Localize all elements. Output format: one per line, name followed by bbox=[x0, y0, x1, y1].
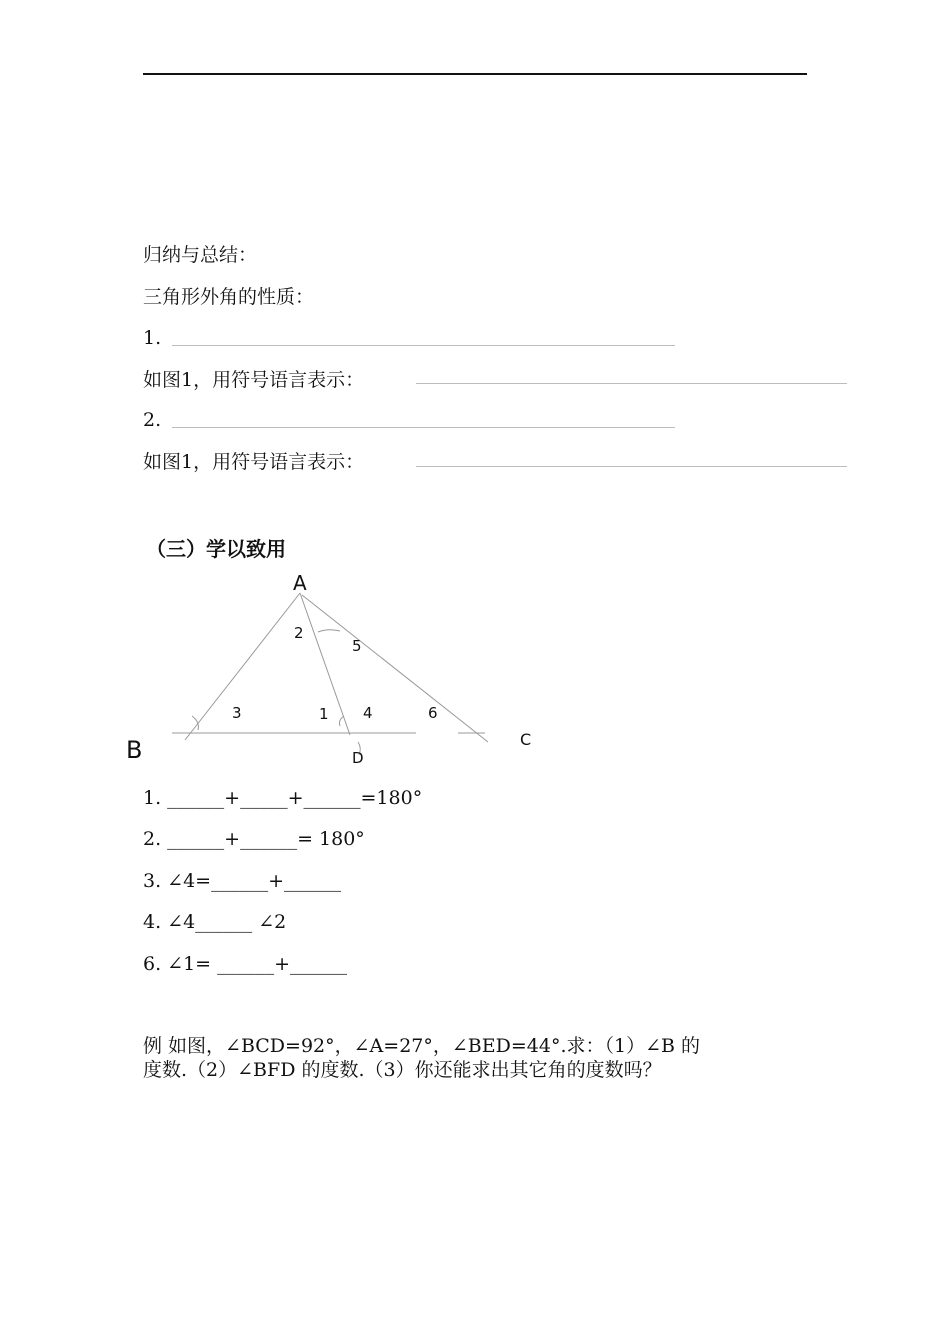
section3-title: （三）学以致用 bbox=[146, 537, 286, 561]
angle-5-label: 5 bbox=[352, 637, 362, 655]
angle-2-label: 2 bbox=[294, 624, 304, 642]
item2-symbolic-prompt: 如图1，用符号语言表示： bbox=[143, 451, 365, 473]
side-AB bbox=[185, 593, 300, 740]
exercise-4[interactable]: 4. ∠4______ ∠2 bbox=[143, 911, 287, 933]
vertex-A-label: A bbox=[293, 571, 307, 595]
vertex-C-label: C bbox=[520, 730, 532, 749]
angle-4-label: 4 bbox=[363, 704, 373, 722]
example-line-2: 度数.（2）∠BFD 的度数.（3）你还能求出其它角的度数吗？ bbox=[143, 1059, 662, 1081]
angle-3-label: 3 bbox=[232, 704, 242, 722]
angle-arc-3 bbox=[192, 716, 198, 730]
exercise-6[interactable]: 6. ∠1= ______+______ bbox=[143, 953, 348, 975]
example-line-1: 例 如图，∠BCD=92°，∠A=27°，∠BED=44°.求：（1）∠B 的 bbox=[143, 1035, 701, 1057]
side-AC bbox=[302, 595, 488, 742]
angle-arc-5 bbox=[318, 630, 340, 632]
vertex-D-label: D bbox=[352, 749, 364, 767]
angle-6-label: 6 bbox=[428, 704, 438, 722]
exercise-1[interactable]: 1. ______+_____+______=180° bbox=[143, 787, 423, 809]
exercise-2[interactable]: 2. ______+______= 180° bbox=[143, 828, 365, 850]
vertex-B-label: B bbox=[126, 736, 143, 764]
property-title: 三角形外角的性质： bbox=[143, 286, 315, 308]
item2-number: 2. bbox=[143, 409, 162, 431]
exercise-3[interactable]: 3. ∠4=______+______ bbox=[143, 870, 342, 892]
angle-1-label: 1 bbox=[319, 705, 329, 723]
summary-heading: 归纳与总结： bbox=[143, 244, 258, 266]
item1-number: 1. bbox=[143, 327, 162, 349]
item1-symbolic-prompt: 如图1，用符号语言表示： bbox=[143, 369, 365, 391]
